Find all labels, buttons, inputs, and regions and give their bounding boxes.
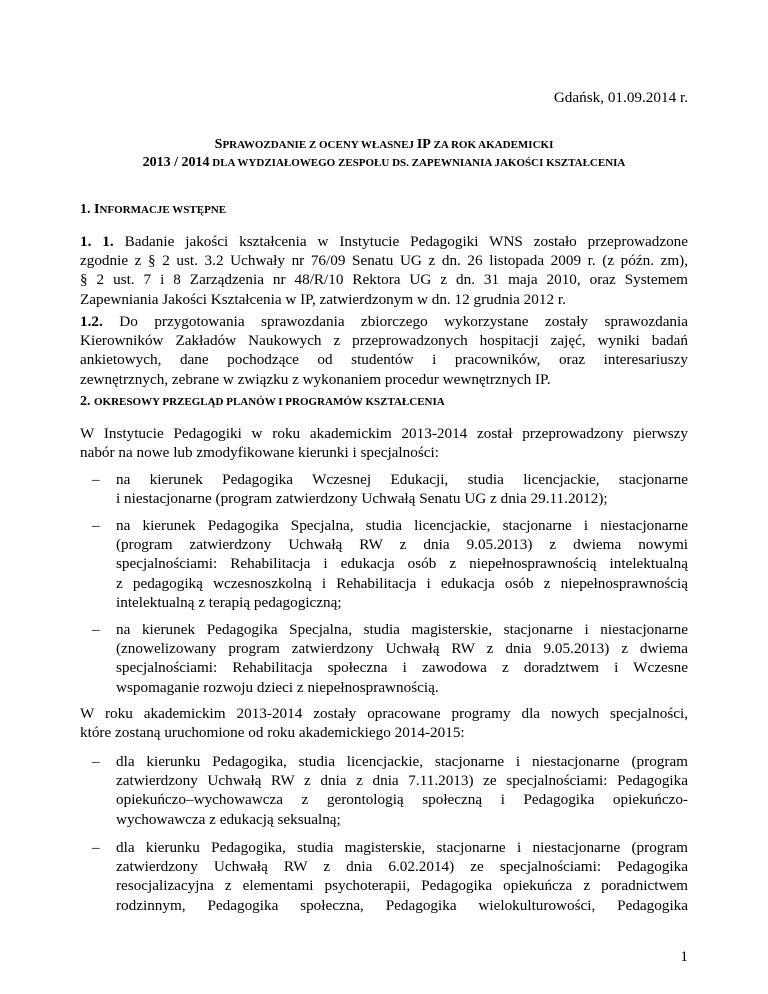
paragraph-1-1: 1. 1. Badanie jakości kształcenia w Instytucie Pedagogiki WNS zostało przeprowadzone zgodnie z § 2 ust. 3.2 Uchwały nr 76/09 Senatu UG z dn. 26 listopada 2009 r. (z późn. zm), § 2 ust. 7 i 8 Zarządzenia nr 48/R/10 Rektora UG z dn. 31 maja 2010, oraz Systemem Zapewniania Jakości Kształcenia w IP, zatwierdzonym w dn. 12 grudnia 2012 r. xyxy=(80,233,689,308)
dash-bullet: – xyxy=(92,517,100,534)
title-line-2: 2013 / 2014 DLA WYDZIAŁOWEGO ZESPOŁU DS. ZAPEWNIANIA JAKOŚCI KSZTAŁCENIA xyxy=(142,155,626,170)
title-line-1: SPRAWOZDANIE Z OCENY WŁASNEJ IP ZA ROK AKADEMICKI xyxy=(214,137,554,152)
document-page xyxy=(80,0,688,994)
dash-bullet: – xyxy=(92,753,100,770)
section-2-middle: W roku akademickim 2013-2014 zostały opracowane programy dla nowych specjalności, które zostaną uruchomione od roku akademickiego 2014-2015: xyxy=(80,705,688,742)
list-item: – dla kierunku Pedagogika, studia licencjackie, stacjonarne i niestacjonarne (program zatwierdzony Uchwałą RW z dnia z dnia 7.11.2013) ze specjalnościami: Pedagogika opiekuńczo–wychowawcza z gerontologią społeczną i Pedagogika opiekuńczo- wychowawcza z edukacją seksualną; xyxy=(92,753,688,828)
dash-bullet: – xyxy=(92,621,100,638)
paragraph-1-2: 1.2. Do przygotowania sprawozdania zbiorczego wykorzystane zostały sprawozdania Kierowników Zakładów Naukowych z przeprowadzonych hospitacji zajęć, wyniki badań ankietowych, dane pochodzące od studentów i pracowników, oraz interesariuszy zewnętrznych, zebrane w związku z wykonaniem procedur wewnętrznych IP. xyxy=(80,313,688,388)
section-1-heading: 1. INFORMACJE WSTĘPNE xyxy=(80,202,227,217)
page-number: 1 xyxy=(680,948,688,965)
section-2-intro: W Instytucie Pedagogiki w roku akademickim 2013-2014 został przeprowadzony pierwszy nabór na nowe lub zmodyfikowane kierunki i specjalności: xyxy=(80,425,688,462)
section-2-heading: 2. OKRESOWY PRZEGLĄD PLANÓW I PROGRAMÓW KSZTAŁCENIA xyxy=(80,394,445,409)
dash-bullet: – xyxy=(92,471,100,488)
dash-bullet: – xyxy=(92,839,100,856)
document-title xyxy=(80,136,688,172)
list-item: – dla kierunku Pedagogika, studia magisterskie, stacjonarne i niestacjonarne (program zatwierdzony Uchwałą RW z dnia 6.02.2014) ze specjalnościami: Pedagogika resocjalizacyjna z elementami psychoterapii, Pedagogika opiekuńcza z poradnictwem rodzinnym, Pedagogika społeczna, Pedagogika wielokulturowości, Pedagogika xyxy=(92,839,688,914)
list-item: – na kierunek Pedagogika Specjalna, studia magisterskie, stacjonarne i niestacjonarne (znowelizowany program zatwierdzony Uchwałą RW z dnia 9.05.2013) z dwiema specjalnościami: Rehabilitacja społeczna i zawodowa z doradztwem i Wczesne wspomaganie rozwoju dzieci z niepełnosprawnością. xyxy=(92,621,688,696)
document-date: Gdańsk, 01.09.2014 r. xyxy=(553,89,688,106)
list-item: – na kierunek Pedagogika Specjalna, studia licencjackie, stacjonarne i niestacjonarne (program zatwierdzony Uchwałą RW z dnia 9.05.2013) z dwiema nowymi specjalnościami: Rehabilitacja i edukacja osób z niepełnosprawnością intelektualną z pedagogiką wczesnoszkolną i Rehabilitacja i edukacja osób z niepełnosprawnością intelektualną z terapią pedagogiczną; xyxy=(92,517,688,611)
list-item: – na kierunek Pedagogika Wczesnej Edukacji, studia licencjackie, stacjonarne i niestacjonarne (program zatwierdzony Uchwałą Senatu UG z dnia 29.11.2012); xyxy=(92,471,688,508)
